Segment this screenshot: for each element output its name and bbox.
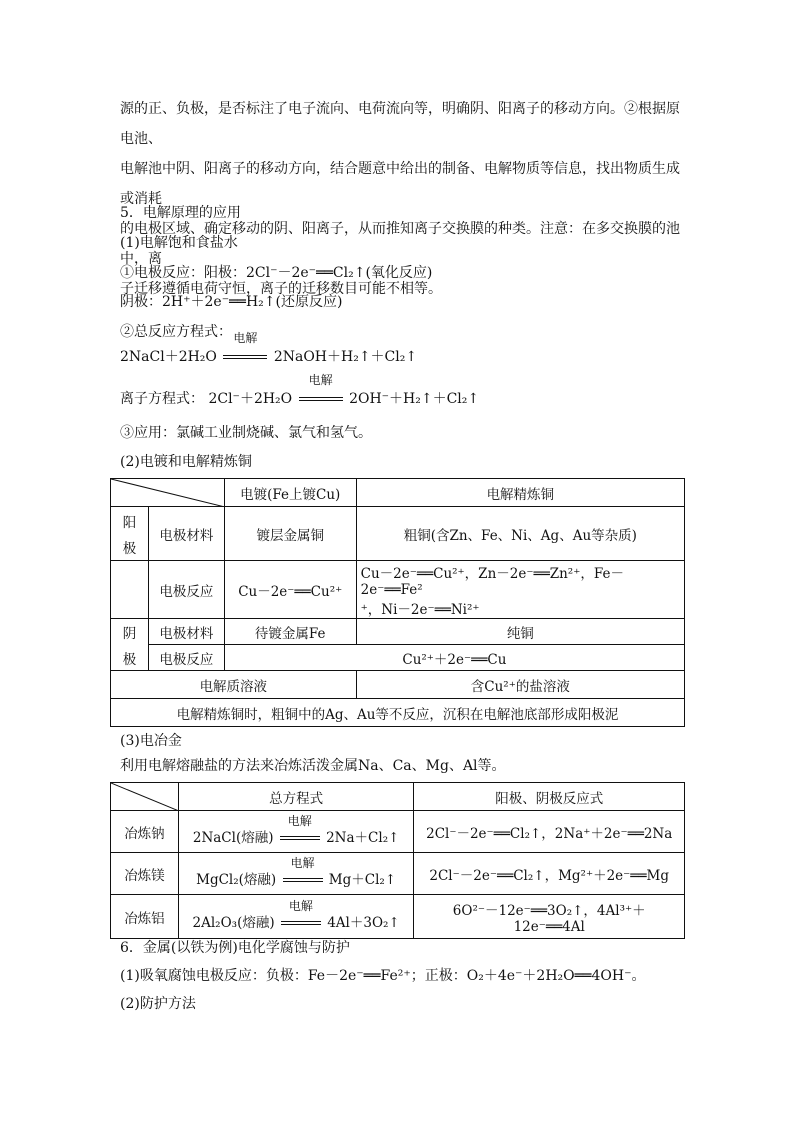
section-5-heading: 5．电解原理的应用 [120,205,241,221]
column-header: 电解精炼铜 [356,479,684,507]
table-cell: 2Cl⁻－2e⁻══Cl₂↑，2Na⁺＋2e⁻══2Na [414,811,685,853]
row-group-label [111,561,149,619]
row-label: 电极材料 [148,619,224,645]
anode-reaction: ①电极反应：阳极：2Cl⁻－2e⁻══Cl₂↑(氧化反应) [120,265,433,281]
reaction-arrow [299,373,343,409]
column-header: 阳极、阴极反应式 [414,783,685,811]
table-corner-cell [111,783,179,811]
table-cell: 2NaCl(熔融) 电解 2Na＋Cl₂↑ [178,811,414,853]
reaction-arrow [223,331,267,367]
cathode-reaction: 阴极：2H⁺＋2e⁻══H₂↑(还原反应) [120,294,343,310]
table-cell: 纯铜 [356,619,684,645]
row-label: 电解质溶液 [111,671,357,699]
reaction-condition: 电解 [308,373,333,387]
row-label: 电极反应 [148,645,224,671]
table-cell: Cu－2e⁻══Cu²⁺，Zn－2e⁻══Zn²⁺，Fe－2e⁻══Fe² ⁺，Ni－2e⁻══Ni²⁺ [356,561,684,619]
intro-line: 的电极区域、确定移动的阴、阳离子，从而推知离子交换膜的种类。注意：在多交换膜的池中，离 [120,221,680,267]
table-cell: 6O²⁻－12e⁻══3O₂↑，4Al³⁺＋12e⁻══4Al [414,895,685,939]
row-group-label: 阳 极 [111,507,149,561]
row-label: 冶炼铝 [111,895,179,939]
subsection-heading: (1)电解饱和食盐水 [120,235,238,251]
column-header: 电镀(Fe上镀Cu) [224,479,356,507]
row-label: 电极反应 [148,561,224,619]
table-cell: Cu²⁺＋2e⁻══Cu [224,645,684,671]
electroplating-table [110,478,685,727]
table-cell: MgCl₂(熔融) 电解 Mg＋Cl₂↑ [178,853,414,895]
table-note: 电解精炼铜时，粗铜中的Ag、Au等不反应，沉积在电解池底部形成阳极泥 [111,699,685,727]
equation-right: 2NaOH＋H₂↑＋Cl₂↑ [273,349,418,365]
table-cell: 含Cu²⁺的盐溶液 [356,671,684,699]
diagonal-line [111,783,179,811]
equation-right: 2OH⁻＋H₂↑＋Cl₂↑ [349,391,480,407]
table-cell: 2Cl⁻－2e⁻══Cl₂↑，Mg²⁺＋2e⁻══Mg [414,853,685,895]
total-reaction-label: ②总反应方程式： [120,324,232,340]
intro-line: 源的正、负极，是否标注了电子流向、电荷流向等，明确阴、阳离子的移动方向。②根据原电池、 [120,101,680,147]
table-corner-cell [111,479,225,507]
row-label: 冶炼钠 [111,811,179,853]
table-cell: Cu－2e⁻══Cu²⁺ [224,561,356,619]
metallurgy-description: 利用电解熔融盐的方法来冶炼活泼金属Na、Ca、Mg、Al等。 [120,758,506,774]
reaction-condition: 电解 [233,331,258,345]
section-6-heading: 6．金属(以铁为例)电化学腐蚀与防护 [120,940,350,956]
subsection-heading: (2)防护方法 [120,996,196,1012]
subsection-heading: (3)电冶金 [120,733,182,749]
reaction-arrow: 电解 [280,830,320,846]
ion-equation-label: 离子方程式： [120,391,204,407]
row-group-label: 阴 极 [111,619,149,671]
table-cell: 粗铜(含Zn、Fe、Ni、Ag、Au等杂质) [356,507,684,561]
corrosion-reaction: (1)吸氧腐蚀电极反应：负极：Fe－2e⁻══Fe²⁺；正极：O₂＋4e⁻＋2H₂O══4OH⁻。 [120,968,646,984]
subsection-heading: (2)电镀和电解精炼铜 [120,454,252,470]
column-header: 总方程式 [178,783,414,811]
intro-line: 子迁移遵循电荷守恒，离子的迁移数目可能不相等。 [120,281,442,297]
table-cell: 镀层金属铜 [224,507,356,561]
application-text: ③应用：氯碱工业制烧碱、氯气和氢气。 [120,425,372,441]
reaction-arrow: 电解 [281,915,321,931]
row-label: 电极材料 [148,507,224,561]
metallurgy-table [110,782,685,939]
equation-left: 2Cl⁻＋2H₂O [208,391,293,407]
row-label: 冶炼镁 [111,853,179,895]
table-cell: 2Al₂O₃(熔融) 电解 4Al＋3O₂↑ [178,895,414,939]
equation-left: 2NaCl＋2H₂O [120,349,217,365]
reaction-arrow: 电解 [283,872,323,888]
intro-line: 电解池中阴、阳离子的移动方向，结合题意中给出的制备、电解物质等信息，找出物质生成或消耗 [120,161,680,207]
table-cell: 待镀金属Fe [224,619,356,645]
diagonal-line [111,479,225,507]
ion-equation [120,373,480,409]
